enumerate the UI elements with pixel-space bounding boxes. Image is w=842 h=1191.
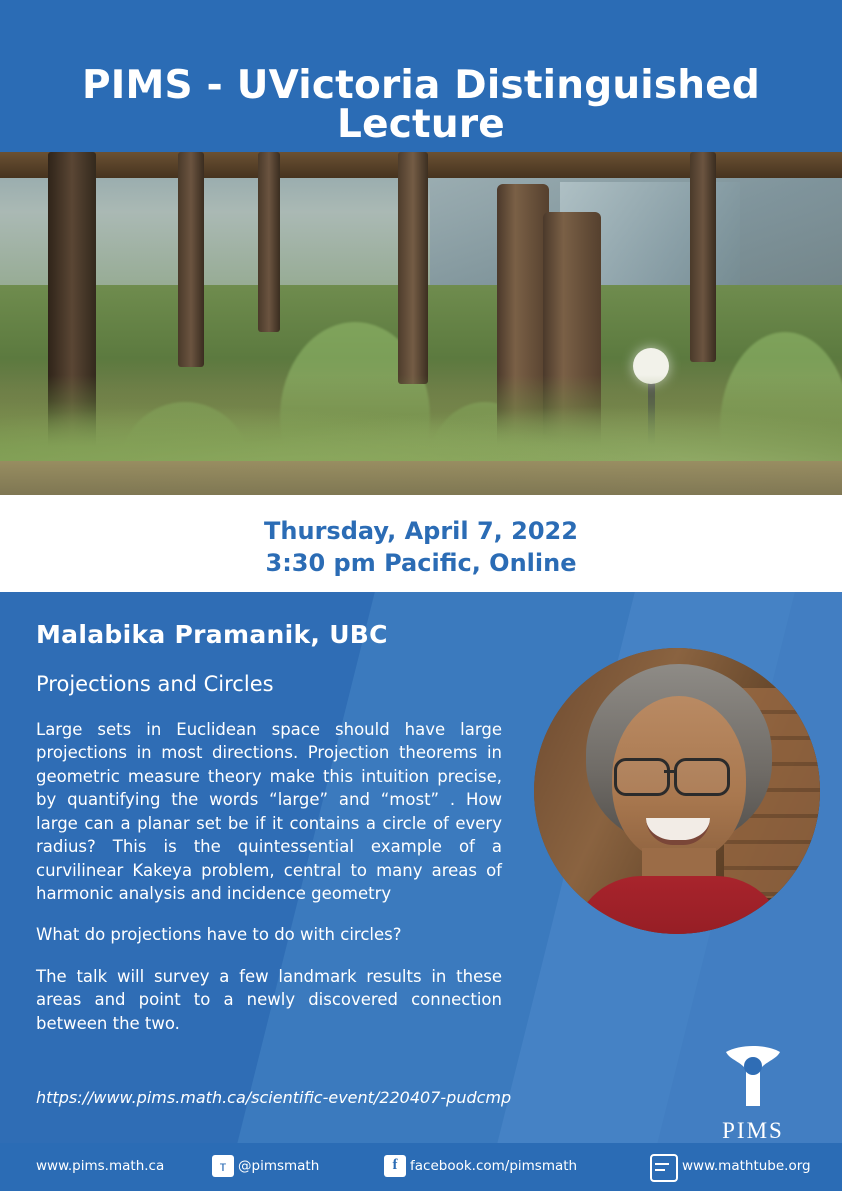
abstract-paragraph: Large sets in Euclidean space should have large projections in most directions. Projection theorems in geometric measure theory make this intuition precise, by quantifying the words “large” and “most” . How large can a planar set be if it contains a circle of every radius? This is the quintessential example of a curvilinear Kakeya problem, central to many areas of harmonic analysis and incidence geometry <box>36 720 502 903</box>
photo-tree-trunk <box>178 152 204 367</box>
page-title: PIMS - UVictoria Distinguished Lecture <box>81 63 761 147</box>
pims-logo-icon <box>716 1040 790 1114</box>
footer-website[interactable]: www.pims.math.ca <box>36 1158 165 1174</box>
speaker-photo-glasses-left <box>614 758 670 796</box>
footer-facebook-link[interactable]: facebook.com/pimsmath <box>410 1158 578 1174</box>
speaker-photo-glasses-bridge <box>664 770 674 773</box>
poster-footer <box>0 1143 842 1191</box>
mathtube-icon[interactable] <box>650 1154 678 1182</box>
footer-twitter-handle[interactable]: @pimsmath <box>238 1158 320 1174</box>
event-date: Thursday, April 7, 2022 <box>264 517 578 545</box>
photo-tree-trunk <box>398 152 428 384</box>
footer-mathtube-link[interactable]: www.mathtube.org <box>682 1158 811 1174</box>
abstract-paragraph: What do projections have to do with circles? <box>36 925 402 945</box>
photo-tree-trunk <box>690 152 716 362</box>
twitter-icon[interactable]: ᴛ <box>212 1155 234 1177</box>
facebook-icon[interactable]: f <box>384 1155 406 1177</box>
speaker-name: Malabika Pramanik, UBC <box>36 620 388 649</box>
poster-header <box>0 0 842 152</box>
photo-tree-trunk <box>258 152 280 332</box>
pims-wordmark: PIMS <box>722 1118 784 1143</box>
event-link[interactable]: https://www.pims.math.ca/scientific-event/220407-pudcmp <box>36 1088 512 1107</box>
campus-photo <box>0 152 842 495</box>
speaker-photo <box>534 648 820 934</box>
abstract-paragraph: The talk will survey a few landmark results in these areas and point to a newly discovered connection between the two. <box>36 966 502 1033</box>
talk-details-section <box>0 592 842 1191</box>
talk-title: Projections and Circles <box>36 672 274 696</box>
event-date-band <box>0 495 842 592</box>
talk-abstract <box>36 718 502 1035</box>
event-time-location: 3:30 pm Pacific, Online <box>265 549 577 577</box>
photo-soil <box>0 461 842 495</box>
speaker-photo-glasses-right <box>674 758 730 796</box>
pims-logo <box>698 1040 808 1150</box>
